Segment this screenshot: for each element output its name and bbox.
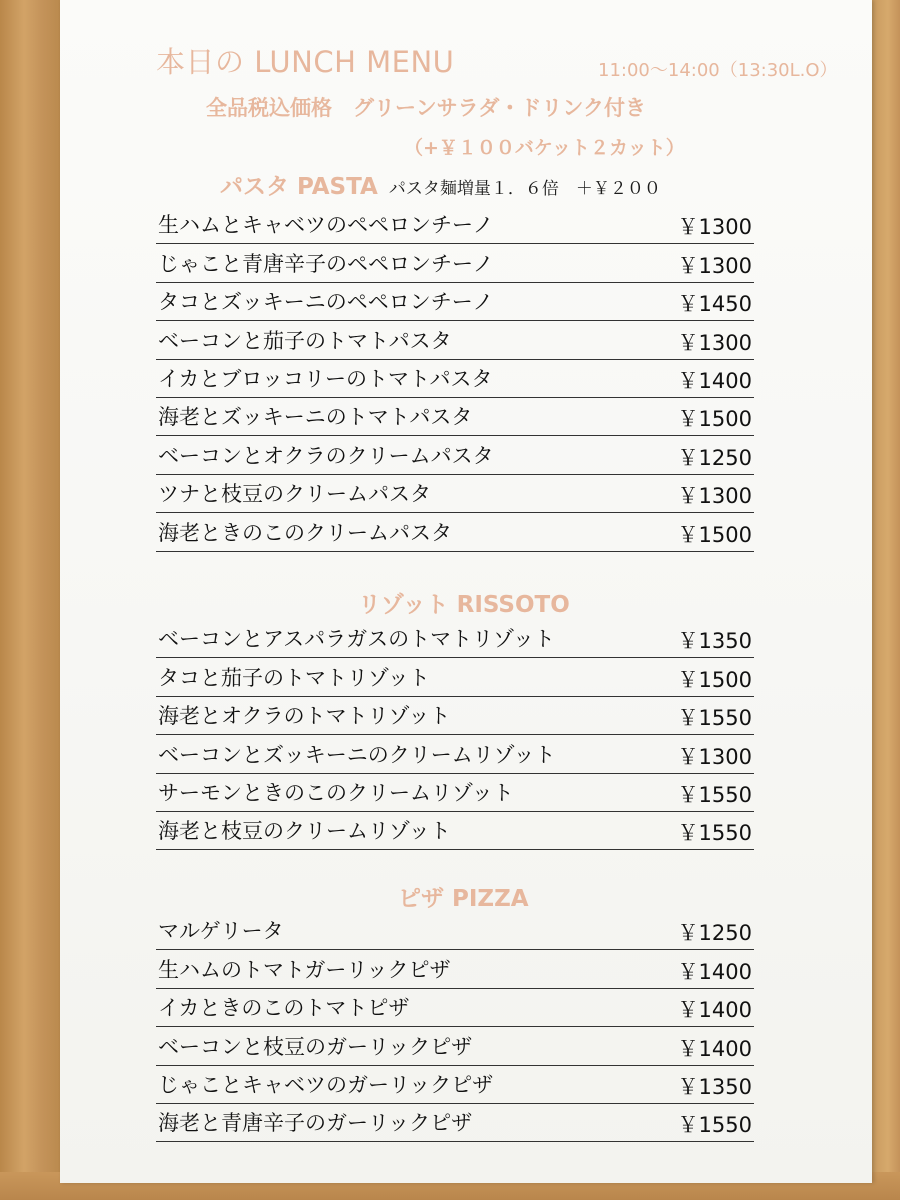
menu-item-price: ￥1400	[677, 998, 752, 1023]
menu-item-price: ￥1350	[677, 629, 752, 654]
menu-item-row	[156, 1066, 754, 1104]
menu-item-name: ツナと枝豆のクリームパスタ	[158, 482, 431, 507]
menu-item-price: ￥1550	[677, 782, 752, 807]
pizza-heading: ピザ PIZZA	[398, 886, 529, 912]
menu-item-row	[156, 513, 754, 551]
risotto-heading: リゾット RISSOTO	[358, 592, 570, 618]
menu-item-name: マルゲリータ	[158, 919, 284, 944]
menu-title: 本日の LUNCH MENU	[156, 45, 455, 79]
menu-item-name: イカとブロッコリーのトマトパスタ	[158, 366, 493, 391]
menu-item-row	[156, 620, 754, 658]
menu-item-row	[156, 912, 754, 950]
menu-item-name: タコとズッキーニのペペロンチーノ	[158, 290, 494, 315]
menu-item-price: ￥1400	[677, 959, 752, 984]
pasta-heading: パスタ PASTA	[220, 174, 378, 200]
menu-item-row	[156, 283, 754, 321]
menu-item-name: ベーコンとオクラのクリームパスタ	[158, 443, 494, 468]
risotto-list	[156, 620, 754, 850]
pasta-heading-row	[220, 168, 814, 201]
menu-item-name: 海老と青唐辛子のガーリックピザ	[158, 1111, 473, 1136]
menu-item-name: サーモンときのこのクリームリゾット	[158, 780, 514, 805]
menu-item-price: ￥1300	[677, 215, 752, 240]
menu-item-name: 生ハムのトマトガーリックピザ	[158, 957, 451, 982]
risotto-heading-row	[358, 586, 900, 619]
menu-item-row	[156, 360, 754, 398]
menu-item-price: ￥1300	[677, 484, 752, 509]
menu-item-name: ベーコンと茄子のトマトパスタ	[158, 328, 452, 353]
menu-item-row	[156, 774, 754, 812]
menu-item-price: ￥1350	[677, 1074, 752, 1099]
menu-item-price: ￥1550	[677, 1113, 752, 1138]
menu-item-row	[156, 989, 754, 1027]
menu-item-price: ￥1500	[677, 407, 752, 432]
menu-item-row	[156, 1027, 754, 1065]
menu-item-price: ￥1450	[677, 292, 752, 317]
menu-item-price: ￥1300	[677, 744, 752, 769]
menu-item-row	[156, 321, 754, 359]
menu-item-name: 海老とオクラのトマトリゾット	[158, 704, 451, 729]
menu-item-price: ￥1500	[677, 667, 752, 692]
menu-item-row	[156, 436, 754, 474]
menu-item-row	[156, 206, 754, 244]
menu-hours: 11:00～14:00（13:30L.O）	[598, 60, 838, 81]
pasta-note: パスタ麺増量１．６倍 ＋￥２００	[388, 179, 661, 199]
pizza-list	[156, 912, 754, 1142]
menu-item-price: ￥1550	[677, 706, 752, 731]
menu-item-name: 海老ときのこのクリームパスタ	[158, 520, 452, 545]
menu-item-row	[156, 475, 754, 513]
menu-item-row	[156, 244, 754, 282]
menu-subtitle: 全品税込価格 グリーンサラダ・ドリンク付き	[206, 96, 646, 120]
pasta-list	[156, 206, 754, 552]
menu-item-row	[156, 697, 754, 735]
menu-item-name: ベーコンと枝豆のガーリックピザ	[158, 1034, 473, 1059]
menu-item-row	[156, 735, 754, 773]
menu-item-name: ベーコンとアスパラガスのトマトリゾット	[158, 627, 555, 652]
pizza-heading-row	[398, 880, 900, 913]
menu-item-row	[156, 1104, 754, 1142]
menu-item-name: 海老と枝豆のクリームリゾット	[158, 819, 451, 844]
menu-item-price: ￥1500	[677, 522, 752, 547]
menu-item-price: ￥1300	[677, 253, 752, 278]
menu-paper	[60, 0, 872, 1183]
menu-subtitle-note: （+￥１００バケット２カット）	[404, 137, 685, 159]
menu-header	[156, 40, 838, 81]
menu-item-name: ベーコンとズッキーニのクリームリゾット	[158, 742, 556, 767]
wooden-table-left	[0, 0, 60, 1200]
menu-item-price: ￥1300	[677, 330, 752, 355]
menu-item-row	[156, 658, 754, 696]
menu-item-price: ￥1250	[677, 445, 752, 470]
menu-item-row	[156, 398, 754, 436]
menu-item-name: じゃこと青唐辛子のペペロンチーノ	[158, 251, 494, 276]
menu-item-price: ￥1550	[677, 821, 752, 846]
menu-item-row	[156, 950, 754, 988]
menu-item-name: 海老とズッキーニのトマトパスタ	[158, 405, 473, 430]
menu-item-name: 生ハムとキャベツのペペロンチーノ	[158, 213, 494, 238]
menu-item-row	[156, 812, 754, 850]
menu-item-price: ￥1400	[677, 1036, 752, 1061]
menu-item-name: イカときのこのトマトピザ	[158, 996, 410, 1021]
menu-item-price: ￥1250	[677, 921, 752, 946]
menu-item-name: タコと茄子のトマトリゾット	[158, 665, 430, 690]
menu-item-price: ￥1400	[677, 368, 752, 393]
menu-item-name: じゃことキャベツのガーリックピザ	[158, 1072, 494, 1097]
